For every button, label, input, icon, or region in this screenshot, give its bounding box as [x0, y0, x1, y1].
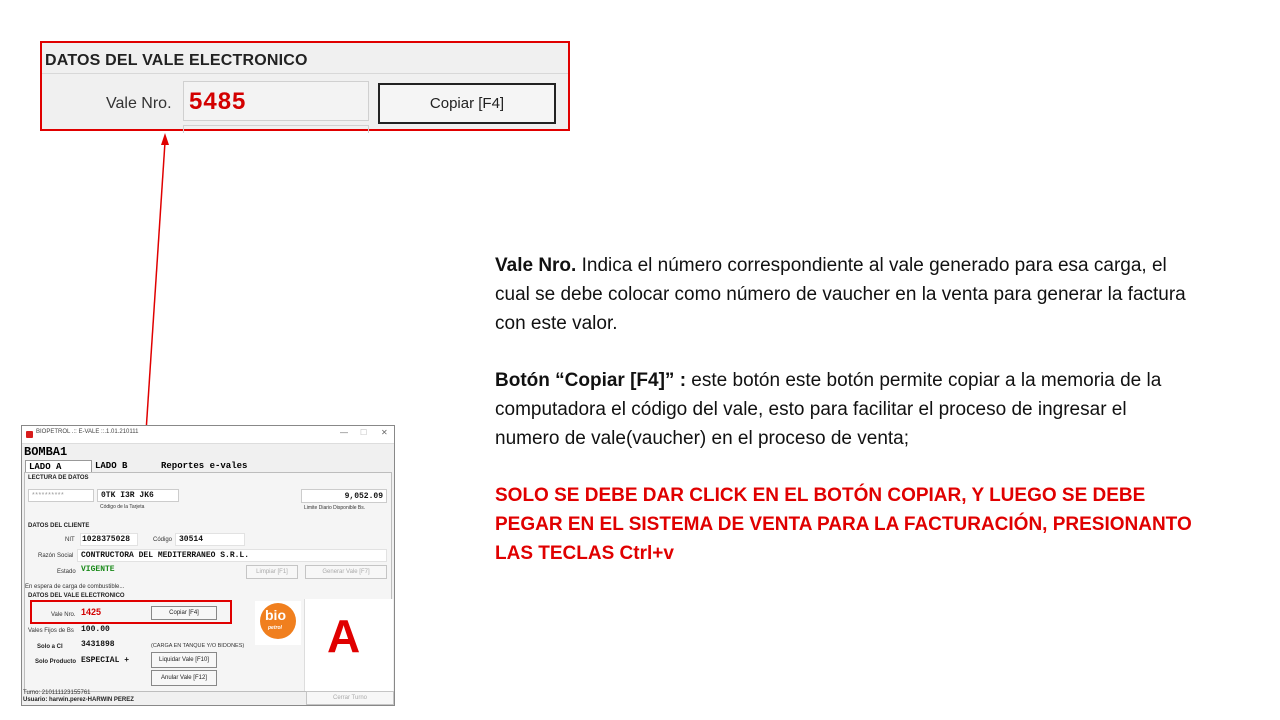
limit-caption: Limite Diario Disponible Bs. — [304, 505, 366, 511]
vale-section-title: DATOS DEL VALE ELECTRONICO — [28, 593, 125, 599]
minimize-icon[interactable]: — — [340, 428, 348, 437]
card-code-caption: Código de la Tarjeta — [100, 504, 145, 510]
tab-lado-b[interactable]: LADO B — [95, 461, 128, 471]
tab-reportes[interactable]: Reportes e-vales — [161, 461, 248, 471]
estado-value: VIGENTE — [81, 565, 115, 574]
razon-field — [77, 549, 387, 562]
fijos-value: 100.00 — [81, 625, 110, 634]
lectura-section-title: LECTURA DE DATOS — [28, 475, 89, 481]
small-copy-button[interactable]: Copiar [F4] — [151, 606, 217, 620]
producto-value: ESPECIAL + — [81, 656, 130, 665]
zoom-section-title: DATOS DEL VALE ELECTRONICO — [45, 52, 308, 69]
usuario-text: Usuario: harwin.perez-HARWIN PEREZ — [23, 697, 134, 703]
vale-highlight — [30, 600, 232, 624]
cerrar-turno-button[interactable]: Cerrar Turno — [306, 691, 394, 705]
zoom-vale-number: 5485 — [189, 88, 247, 115]
limpiar-button[interactable]: Limpiar [F1] — [246, 565, 298, 579]
small-vale-number: 1425 — [81, 607, 102, 617]
razon-value: CONTRUCTORA DEL MEDITERRANEO S.R.L. — [81, 551, 250, 560]
maximize-icon[interactable]: ☐ — [360, 428, 368, 437]
turno-text: Turno: 210111123155761 — [23, 690, 91, 696]
codigo-value: 30514 — [179, 535, 204, 544]
card-code: 0TK I3R JK6 — [101, 491, 154, 500]
explanation-copy-title: Botón “Copiar [F4]” : — [495, 370, 687, 391]
status-message: En espera de carga de combustible... — [25, 584, 125, 590]
limit-value: 9,052.09 — [344, 492, 383, 501]
app-icon — [26, 431, 33, 438]
liquidar-button[interactable]: Liquidar Vale [F10] — [151, 652, 217, 668]
window-title: BIOPETROL .:: E-VALE ::.1.01.210111 — [36, 429, 139, 435]
producto-label: Solo Producto — [35, 659, 76, 665]
nit-label: NIT — [65, 537, 75, 543]
logo-subtext: petrol — [268, 625, 282, 631]
codigo-label: Código — [153, 537, 173, 543]
ci-label: Solo a CI — [37, 644, 63, 650]
cliente-section-title: DATOS DEL CLIENTE — [28, 523, 90, 529]
generar-vale-button[interactable]: Generar Vale [F7] — [305, 565, 387, 579]
codigo-field — [175, 533, 245, 546]
logo-text: bio — [265, 607, 286, 623]
tab-panel — [24, 472, 392, 692]
tab-lado-a[interactable]: LADO A — [25, 460, 92, 472]
warning-text: SOLO SE DEBE DAR CLICK EN EL BOTÓN COPIAR, Y LUEGO SE DEBE PEGAR EN EL SISTEMA DE VENTA PARA LA FACTURACIÓN, PRESIONANTO LAS TECLAS Ctrl+v — [495, 485, 1192, 564]
explanation-vale-title: Vale Nro. — [495, 255, 577, 276]
explanation-copy — [495, 366, 1195, 453]
estado-label: Estado — [57, 569, 76, 575]
zoom-vale-label: Vale Nro. — [106, 95, 172, 112]
nit-value: 1028375028 — [82, 535, 131, 544]
limit-field — [301, 489, 387, 503]
nit-field — [80, 533, 138, 546]
explanation-vale — [495, 251, 1195, 338]
ci-value: 3431898 — [81, 640, 115, 649]
window-titlebar — [22, 426, 394, 444]
fijos-label: Vales Fijos de Bs — [28, 628, 74, 634]
app-window — [21, 425, 395, 706]
explanation-copy-body: este botón este botón permite copiar a la memoria de la computadora el código del vale, esto para facilitar el proceso de ingresar el numero de vale(vaucher) en el proceso de venta; — [495, 370, 1162, 449]
zoom-copy-button[interactable]: Copiar [F4] — [378, 83, 556, 124]
small-vale-label: Vale Nro. — [51, 612, 76, 618]
razon-label: Razón Social — [38, 553, 74, 559]
anular-button[interactable]: Anular Vale [F12] — [151, 670, 217, 686]
pump-title: BOMBA1 — [24, 445, 68, 459]
side-letter-panel — [304, 599, 393, 691]
side-letter: A — [327, 610, 361, 662]
card-read-masked: ********** — [32, 492, 65, 499]
card-code-field — [97, 489, 179, 502]
carga-note: (CARGA EN TANQUE Y/O BIDONES) — [151, 643, 245, 649]
card-read-field[interactable] — [28, 489, 94, 502]
biopetrol-logo — [255, 601, 301, 645]
explanation-vale-body: Indica el número correspondiente al vale generado para esa carga, el cual se debe colocar como número de vaucher en la venta para generar la factura con este valor. — [495, 255, 1186, 334]
close-icon[interactable]: ✕ — [381, 428, 388, 437]
